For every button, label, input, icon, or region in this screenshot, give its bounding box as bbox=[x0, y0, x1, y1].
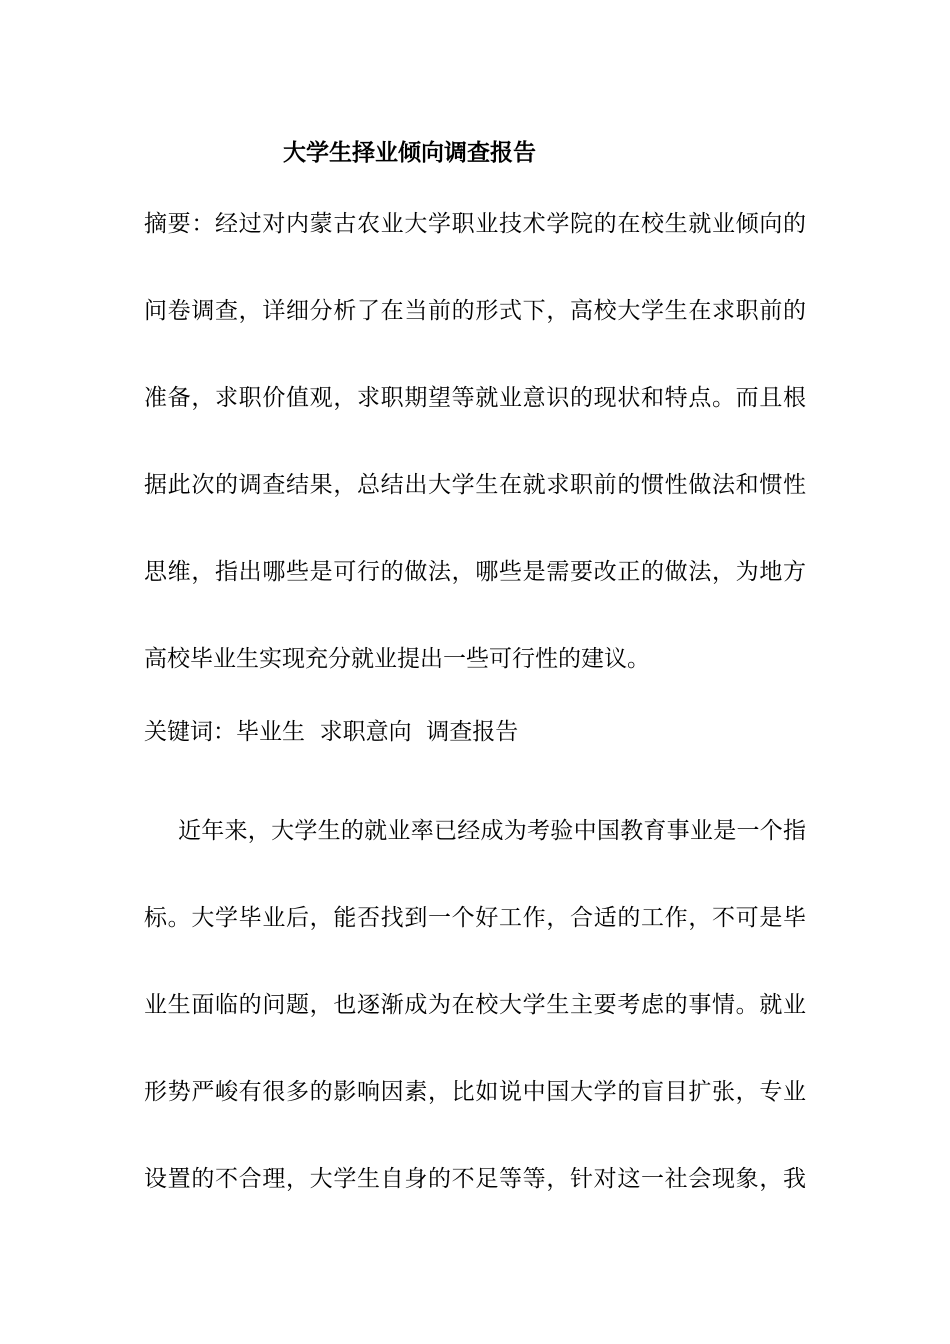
abstract-line: 问卷调查，详细分析了在当前的形式下，高校大学生在求职前的 bbox=[144, 298, 806, 324]
abstract-line: 据此次的调查结果，总结出大学生在就求职前的惯性做法和惯性 bbox=[144, 472, 806, 498]
abstract-line: 准备，求职价值观，求职期望等就业意识的现状和特点。而且根 bbox=[144, 385, 806, 411]
keywords-line: 关键词：毕业生 求职意向 调查报告 bbox=[144, 719, 519, 745]
abstract-line: 思维，指出哪些是可行的做法，哪些是需要改正的做法，为地方 bbox=[144, 559, 806, 585]
abstract-line: 摘要：经过对内蒙古农业大学职业技术学院的在校生就业倾向的 bbox=[144, 211, 806, 237]
body-line: 设置的不合理，大学生自身的不足等等，针对这一社会现象，我 bbox=[144, 1166, 806, 1192]
body-line: 标。大学毕业后，能否找到一个好工作，合适的工作，不可是毕 bbox=[144, 905, 806, 931]
document-title: 大学生择业倾向调查报告 bbox=[283, 140, 536, 166]
abstract-line: 高校毕业生实现充分就业提出一些可行性的建议。 bbox=[144, 646, 650, 672]
body-line: 业生面临的问题，也逐渐成为在校大学生主要考虑的事情。就业 bbox=[144, 992, 806, 1018]
body-line: 形势严峻有很多的影响因素，比如说中国大学的盲目扩张，专业 bbox=[144, 1079, 806, 1105]
body-line: 近年来，大学生的就业率已经成为考验中国教育事业是一个指 bbox=[178, 818, 806, 844]
